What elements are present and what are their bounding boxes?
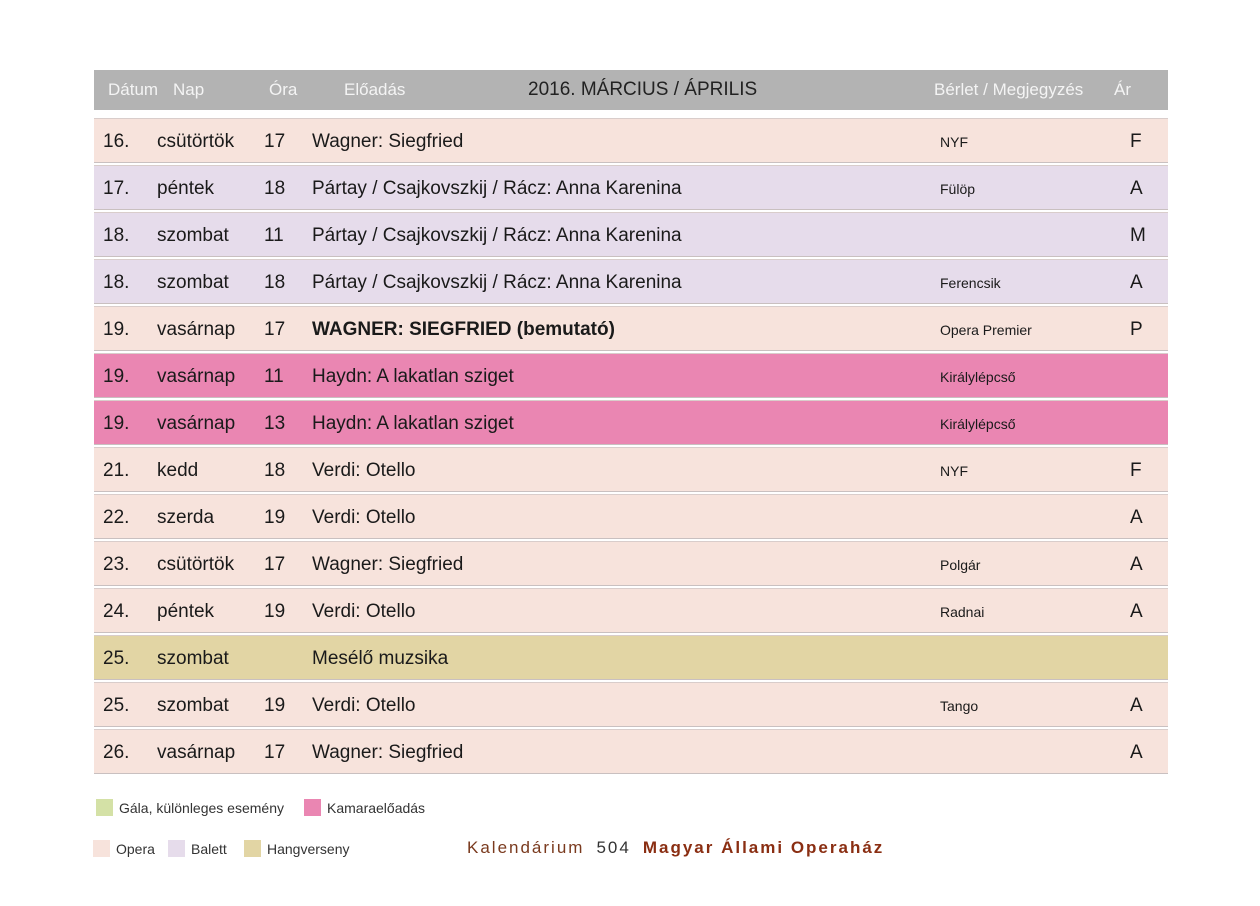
row-note: Királylépcső <box>940 416 1016 432</box>
header-date: Dátum <box>108 80 159 99</box>
row-performance: Pártay / Csajkovszkij / Rácz: Anna Karenina <box>312 272 682 293</box>
row-performance: Wagner: Siegfried <box>312 131 464 152</box>
row-performance: Haydn: A lakatlan sziget <box>312 413 514 434</box>
row-day: vasárnap <box>157 319 236 340</box>
row-hour: 17 <box>264 319 286 340</box>
row-performance: Verdi: Otello <box>312 601 416 622</box>
row-price: F <box>1130 131 1142 152</box>
header-performance: Előadás <box>344 80 406 99</box>
row-performance: Verdi: Otello <box>312 507 416 528</box>
row-price: A <box>1130 601 1143 622</box>
row-note: Radnai <box>940 604 985 620</box>
legend-swatch-gala <box>96 799 113 816</box>
row-day: vasárnap <box>157 413 236 434</box>
row-day: szombat <box>157 648 229 669</box>
legend-label-opera: Opera <box>116 841 155 857</box>
row-day: csütörtök <box>157 131 235 152</box>
legend-swatch-hangverseny <box>244 840 261 857</box>
row-note: NYF <box>940 134 968 150</box>
row-date: 18. <box>103 272 130 293</box>
row-date: 21. <box>103 460 130 481</box>
table-header <box>94 70 1168 110</box>
page-footer <box>467 838 884 858</box>
row-price: A <box>1130 507 1143 528</box>
row-note: NYF <box>940 463 968 479</box>
table-row <box>94 118 1168 163</box>
row-date: 19. <box>103 413 130 434</box>
row-day: szombat <box>157 695 229 716</box>
row-hour: 18 <box>264 460 286 481</box>
schedule-table <box>94 70 1168 776</box>
row-performance: Verdi: Otello <box>312 460 416 481</box>
row-day: csütörtök <box>157 554 235 575</box>
row-performance: Pártay / Csajkovszkij / Rácz: Anna Karenina <box>312 178 682 199</box>
row-day: vasárnap <box>157 742 236 763</box>
row-price: A <box>1130 554 1143 575</box>
row-day: péntek <box>157 178 215 199</box>
row-hour: 17 <box>264 131 286 152</box>
row-note: Polgár <box>940 557 981 573</box>
row-hour: 19 <box>264 601 286 622</box>
row-hour: 11 <box>264 366 284 387</box>
row-date: 17. <box>103 178 130 199</box>
row-date: 26. <box>103 742 130 763</box>
row-note: Opera Premier <box>940 322 1032 338</box>
header-month-title: 2016. MÁRCIUS / ÁPRILIS <box>528 79 758 100</box>
row-hour: 11 <box>264 225 284 246</box>
row-date: 19. <box>103 319 130 340</box>
row-price: F <box>1130 460 1142 481</box>
row-performance: Wagner: Siegfried <box>312 742 464 763</box>
row-day: szombat <box>157 272 229 293</box>
row-day: kedd <box>157 460 199 481</box>
row-date: 24. <box>103 601 130 622</box>
table-body <box>94 118 1168 774</box>
legend-label-hangverseny: Hangverseny <box>267 841 350 857</box>
row-note: Fülöp <box>940 181 976 197</box>
table-row <box>94 306 1168 351</box>
table-row <box>94 682 1168 727</box>
table-row <box>94 165 1168 210</box>
table-row <box>94 635 1168 680</box>
table-row <box>94 259 1168 304</box>
row-price: A <box>1130 272 1143 293</box>
row-note: Királylépcső <box>940 369 1016 385</box>
row-performance: WAGNER: SIEGFRIED (bemutató) <box>312 319 615 340</box>
row-day: vasárnap <box>157 366 236 387</box>
footer-organization: Magyar Állami Operaház <box>642 838 885 857</box>
legend-label-gala: Gála, különleges esemény <box>119 800 284 816</box>
row-performance: Wagner: Siegfried <box>312 554 464 575</box>
row-day: péntek <box>157 601 215 622</box>
row-price: P <box>1130 319 1143 340</box>
row-note: Tango <box>940 698 979 714</box>
table-row <box>94 494 1168 539</box>
row-hour: 17 <box>264 554 286 575</box>
row-hour: 18 <box>264 178 286 199</box>
table-row <box>94 447 1168 492</box>
row-performance: Haydn: A lakatlan sziget <box>312 366 514 387</box>
row-day: szombat <box>157 225 229 246</box>
row-date: 18. <box>103 225 130 246</box>
row-hour: 18 <box>264 272 286 293</box>
row-date: 16. <box>103 131 130 152</box>
header-price: Ár <box>1114 80 1131 99</box>
row-price: A <box>1130 742 1143 763</box>
table-row <box>94 353 1168 398</box>
row-date: 25. <box>103 695 130 716</box>
row-date: 23. <box>103 554 130 575</box>
header-hour: Óra <box>269 80 298 99</box>
table-row <box>94 400 1168 445</box>
row-performance: Mesélő muzsika <box>312 648 449 669</box>
header-note: Bérlet / Megjegyzés <box>934 80 1084 99</box>
table-row <box>94 212 1168 257</box>
row-hour: 19 <box>264 695 286 716</box>
row-day: szerda <box>157 507 215 528</box>
row-price: M <box>1130 225 1146 246</box>
footer-page-number: 504 <box>596 838 631 857</box>
row-performance: Verdi: Otello <box>312 695 416 716</box>
row-hour: 13 <box>264 413 286 434</box>
row-price: A <box>1130 695 1143 716</box>
row-performance: Pártay / Csajkovszkij / Rácz: Anna Karenina <box>312 225 682 246</box>
legend-swatch-balett <box>168 840 185 857</box>
legend-label-balett: Balett <box>191 841 227 857</box>
footer-kalendarium: Kalendárium <box>467 838 585 857</box>
table-row <box>94 541 1168 586</box>
row-price: A <box>1130 178 1143 199</box>
row-hour: 19 <box>264 507 286 528</box>
header-day: Nap <box>173 80 205 99</box>
row-hour: 17 <box>264 742 286 763</box>
row-date: 25. <box>103 648 130 669</box>
table-row <box>94 729 1168 774</box>
row-date: 19. <box>103 366 130 387</box>
row-date: 22. <box>103 507 130 528</box>
legend-swatch-kamara <box>304 799 321 816</box>
legend-label-kamara: Kamaraelőadás <box>327 800 426 816</box>
legend-swatch-opera <box>93 840 110 857</box>
table-row <box>94 588 1168 633</box>
row-note: Ferencsik <box>940 275 1001 291</box>
